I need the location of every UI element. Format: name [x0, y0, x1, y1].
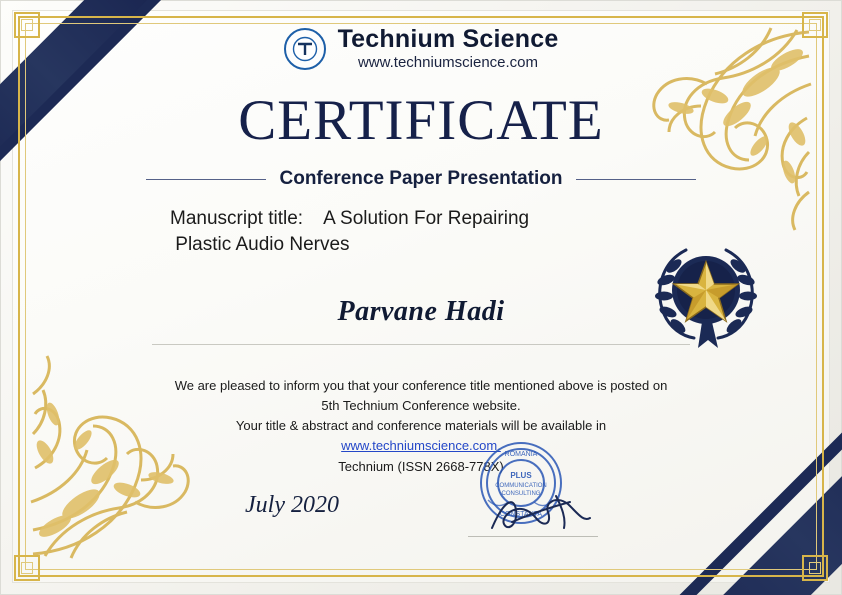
manuscript-label: Manuscript title: [170, 208, 304, 229]
svg-text:CONSULTING: CONSULTING [501, 491, 541, 497]
svg-text:CONSTANTA: CONSTANTA [499, 511, 543, 518]
certificate-body [150, 376, 692, 477]
signature-icon [486, 488, 596, 536]
svg-text:COMMUNICATION: COMMUNICATION [495, 483, 547, 489]
issue-date: July 2020 [245, 492, 339, 518]
certificate-subtitle: Conference Paper Presentation [279, 168, 563, 189]
recipient-underline [152, 344, 690, 345]
star-medallion-icon [642, 232, 770, 350]
body-line-2: 5th Technium Conference website. [321, 398, 521, 414]
certificate-subtitle-row [0, 168, 842, 190]
body-issn-line: Technium (ISSN 2668-778X) [338, 458, 504, 474]
brand-name: Technium Science [337, 25, 559, 53]
body-line-3: Your title & abstract and conference materials will be available in [235, 418, 607, 434]
svg-text:ROMANIA: ROMANIA [504, 451, 538, 458]
brand-url: www.techniumscience.com [357, 54, 539, 72]
svg-text:PLUS: PLUS [510, 471, 532, 480]
corner-ornament-bottom-left [14, 555, 40, 581]
subtitle-rule-left [146, 179, 266, 180]
manuscript-title-block [170, 206, 640, 257]
manuscript-title-line-2: Plastic Audio Nerves [175, 233, 350, 255]
corner-ornament-bottom-right [802, 555, 828, 581]
subtitle-rule-right [576, 179, 696, 180]
brand-header [0, 26, 842, 71]
manuscript-title-line-1: A Solution For Repairing [323, 208, 530, 229]
signature-underline [468, 536, 598, 537]
body-website-link[interactable]: www.techniumscience.com. [341, 438, 501, 454]
certificate-title: CERTIFICATE [238, 89, 604, 152]
recipient-name: Parvane Hadi [337, 296, 505, 327]
technium-logo-icon [284, 28, 326, 70]
body-line-1: We are pleased to inform you that your conference title mentioned above is posted on [174, 378, 668, 393]
